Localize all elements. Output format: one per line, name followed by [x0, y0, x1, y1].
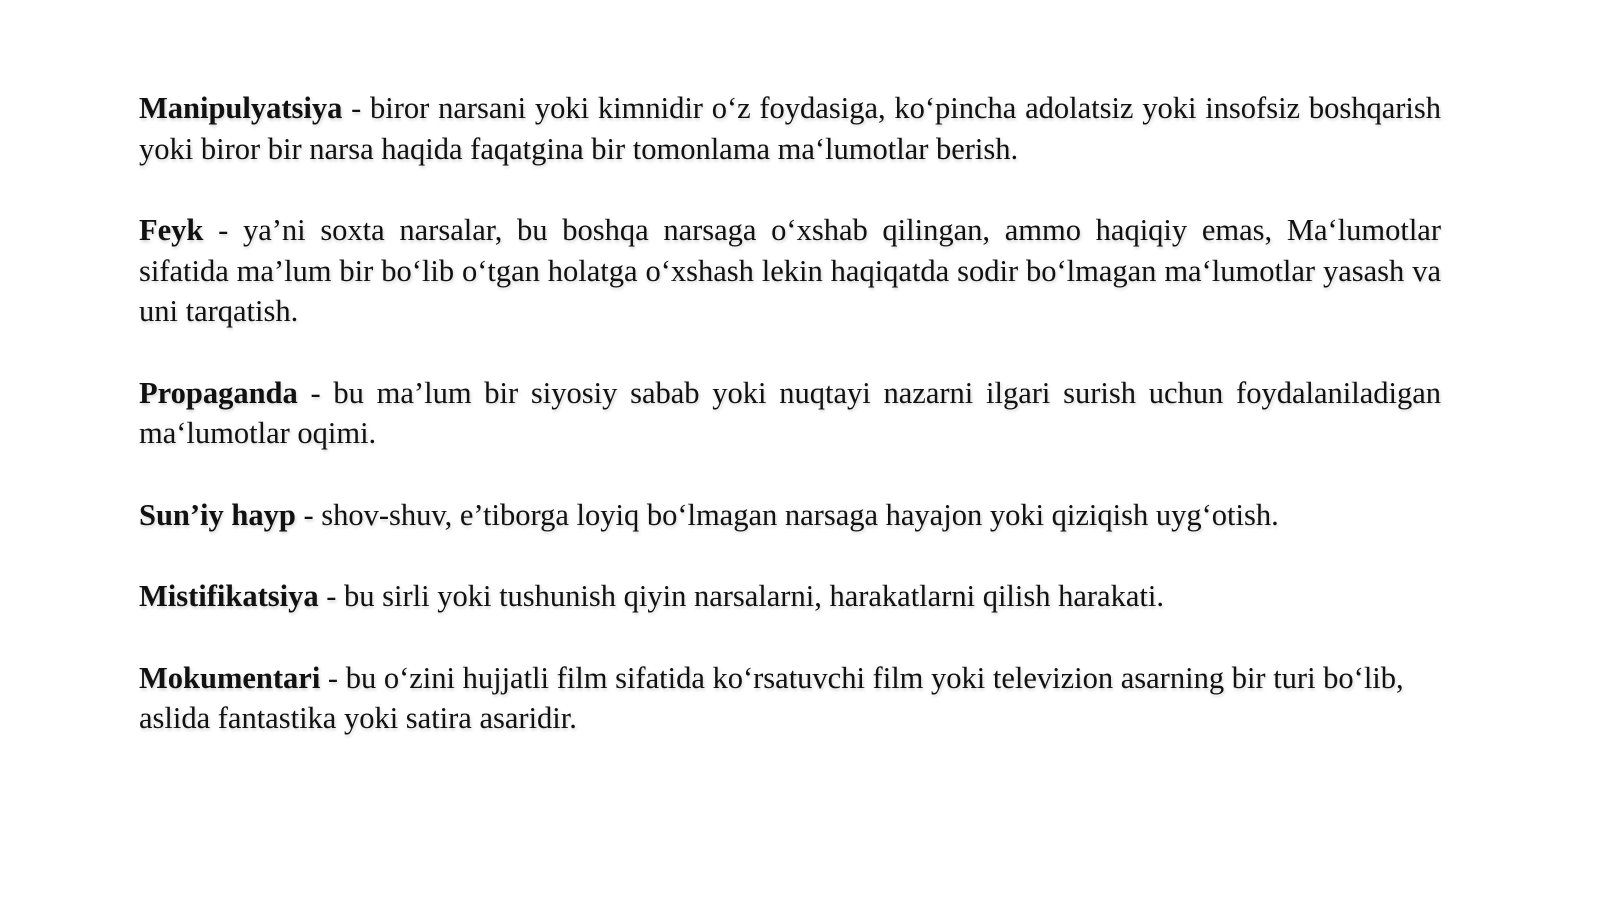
definition-term: Manipulyatsiya — [139, 91, 343, 125]
definitions-list — [139, 88, 1441, 780]
definition-manipulyatsiya — [139, 88, 1441, 169]
definition-text: - shov-shuv, e’tiborga loyiq bo‘lmagan narsaga hayajon yoki qiziqish uyg‘otish. — [295, 497, 1279, 532]
definition-term: Mokumentari — [139, 660, 321, 695]
definition-term: Propaganda — [139, 375, 298, 410]
definition-propaganda — [139, 373, 1441, 454]
definition-term: Sun’iy hayp — [139, 497, 296, 532]
definition-mistifikatsiya — [139, 576, 1441, 617]
definition-suniy-hayp — [139, 495, 1441, 536]
definition-text: - bu o‘zini hujjatli film sifatida ko‘rsatuvchi film yoki televizion asarning bir turi bo‘lib, aslida fantastika yoki satira asaridir. — [139, 660, 1404, 735]
definition-term: Mistifikatsiya — [139, 579, 319, 613]
definition-term: Feyk — [139, 213, 204, 247]
definition-feyk — [139, 210, 1441, 332]
definition-text: - biror narsani yoki kimnidir o‘z foydasiga, ko‘pincha adolatsiz yoki insofsiz boshqarish yoki biror bir narsa haqida faqatgina bir tomonlama ma‘lumotlar berish. — [139, 91, 1441, 166]
definition-text: - ya’ni soxta narsalar, bu boshqa narsaga o‘xshab qilingan, ammo haqiqiy emas, Ma‘lumotlar sifatida ma’lum bir bo‘lib o‘tgan holatga o‘xshash lekin haqiqatda sodir bo‘lmagan ma‘lumotlar yasash va uni tarqatish. — [139, 213, 1441, 328]
definition-text: - bu sirli yoki tushunish qiyin narsalarni, harakatlarni qilish harakati. — [318, 579, 1164, 613]
definition-text: - bu ma’lum bir siyosiy sabab yoki nuqtayi nazarni ilgari surish uchun foydalaniladigan ma‘lumotlar oqimi. — [139, 375, 1441, 450]
definition-mokumentari — [139, 658, 1441, 739]
